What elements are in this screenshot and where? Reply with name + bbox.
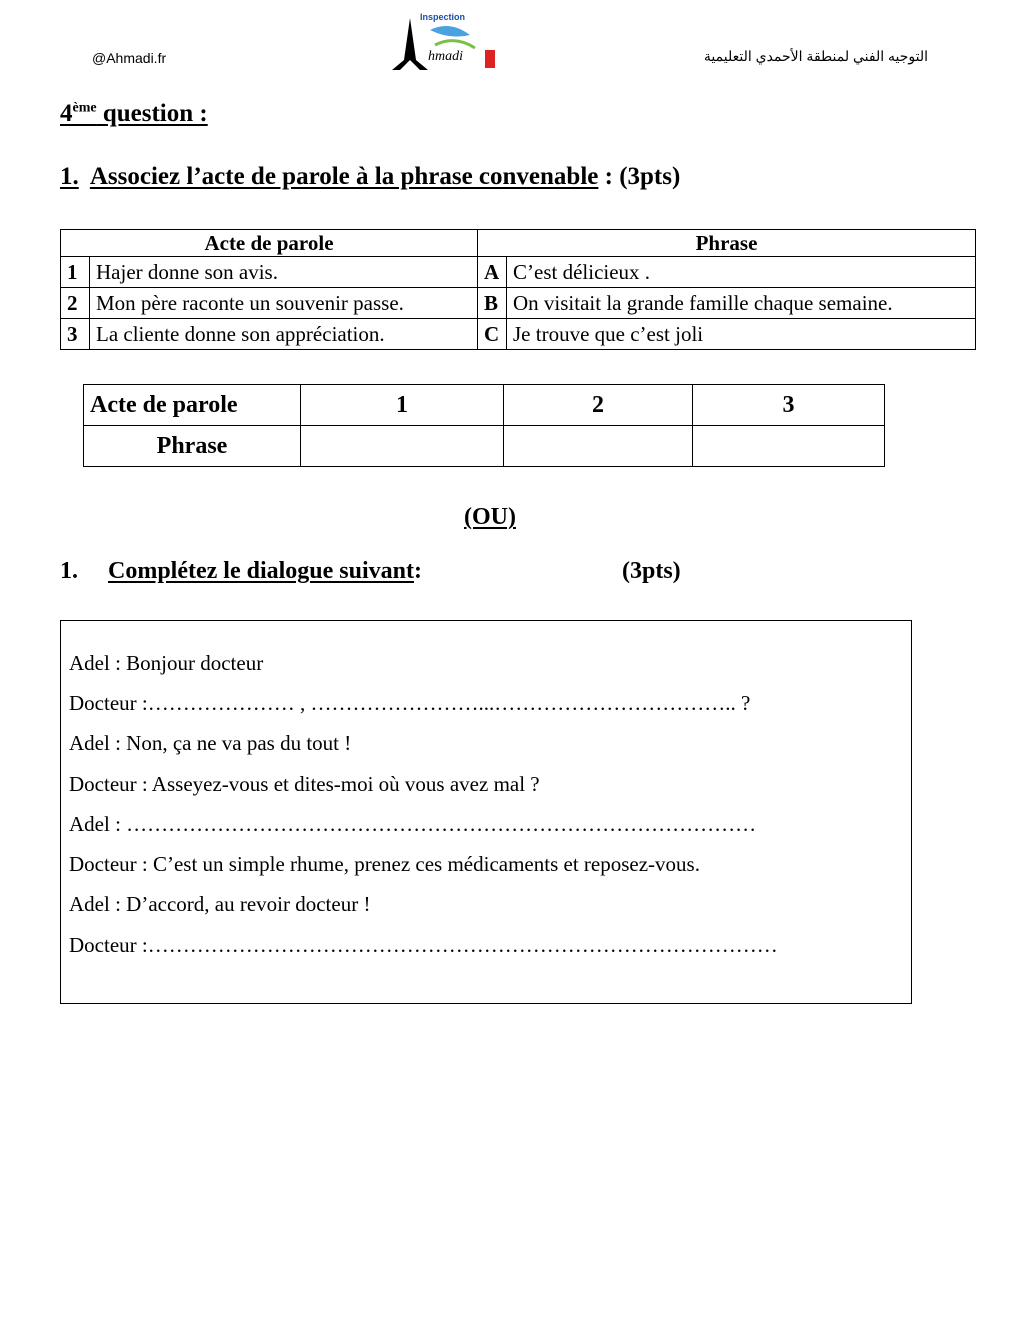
answer-table (83, 384, 885, 467)
dialogue-line: Adel : Bonjour docteur (69, 651, 264, 675)
answer-cell-2[interactable] (504, 426, 693, 467)
exercise-1-heading: 1. Associez l’acte de parole à la phrase convenable : (3pts) (60, 163, 681, 190)
question-title: 4ème question : (60, 100, 208, 127)
phrase-cell: On visitait la grande famille chaque semaine. (507, 288, 976, 319)
site-label: @Ahmadi.fr (92, 50, 167, 66)
dialogue-line-blank[interactable]: Adel : ……………………………………………………………………………… (69, 812, 757, 836)
phrase-cell: C’est délicieux . (507, 257, 976, 288)
dialogue-line-blank[interactable]: Docteur :……………………………………………………………………………… (69, 933, 778, 957)
answer-col-3: 3 (693, 385, 885, 426)
answer-cell-3[interactable] (693, 426, 885, 467)
svg-text:hmadi: hmadi (428, 49, 463, 64)
answer-cell-1[interactable] (301, 426, 504, 467)
row-letter: C (478, 319, 507, 350)
arabic-header: التوجيه الفني لمنطقة الأحمدي التعليمية (703, 48, 928, 64)
or-label: (OU) (464, 504, 516, 530)
answer-col-2: 2 (504, 385, 693, 426)
phrase-cell: Je trouve que c’est joli (507, 319, 976, 350)
matching-table (60, 229, 976, 350)
acte-cell: La cliente donne son appréciation. (90, 319, 478, 350)
table-row (61, 257, 976, 288)
answer-header: Acte de parole (84, 385, 301, 426)
table-row (61, 288, 976, 319)
header-acte: Acte de parole (61, 230, 478, 257)
row-number: 2 (61, 288, 90, 319)
dialogue-line: Adel : D’accord, au revoir docteur ! (69, 892, 371, 916)
eiffel-tower-logo-icon (390, 10, 502, 72)
dialogue-box (60, 620, 912, 1004)
row-letter: A (478, 257, 507, 288)
acte-cell: Hajer donne son avis. (90, 257, 478, 288)
answer-row-label: Phrase (84, 426, 301, 467)
answer-col-1: 1 (301, 385, 504, 426)
dialogue-line: Adel : Non, ça ne va pas du tout ! (69, 731, 352, 755)
dialogue-line-blank[interactable]: Docteur :………………… , ……………………...…………………………….. ? (69, 691, 751, 715)
acte-cell: Mon père raconte un souvenir passe. (90, 288, 478, 319)
table-row (61, 319, 976, 350)
row-number: 1 (61, 257, 90, 288)
svg-text:Inspection: Inspection (420, 12, 466, 22)
dialogue-line: Docteur : C’est un simple rhume, prenez ces médicaments et reposez-vous. (69, 852, 700, 876)
row-number: 3 (61, 319, 90, 350)
logo (390, 10, 502, 72)
dialogue-line: Docteur : Asseyez-vous et dites-moi où vous avez mal ? (69, 772, 540, 796)
header-phrase: Phrase (478, 230, 976, 257)
row-letter: B (478, 288, 507, 319)
exercise-2-heading: 1. Complétez le dialogue suivant: (3pts) (60, 558, 681, 584)
